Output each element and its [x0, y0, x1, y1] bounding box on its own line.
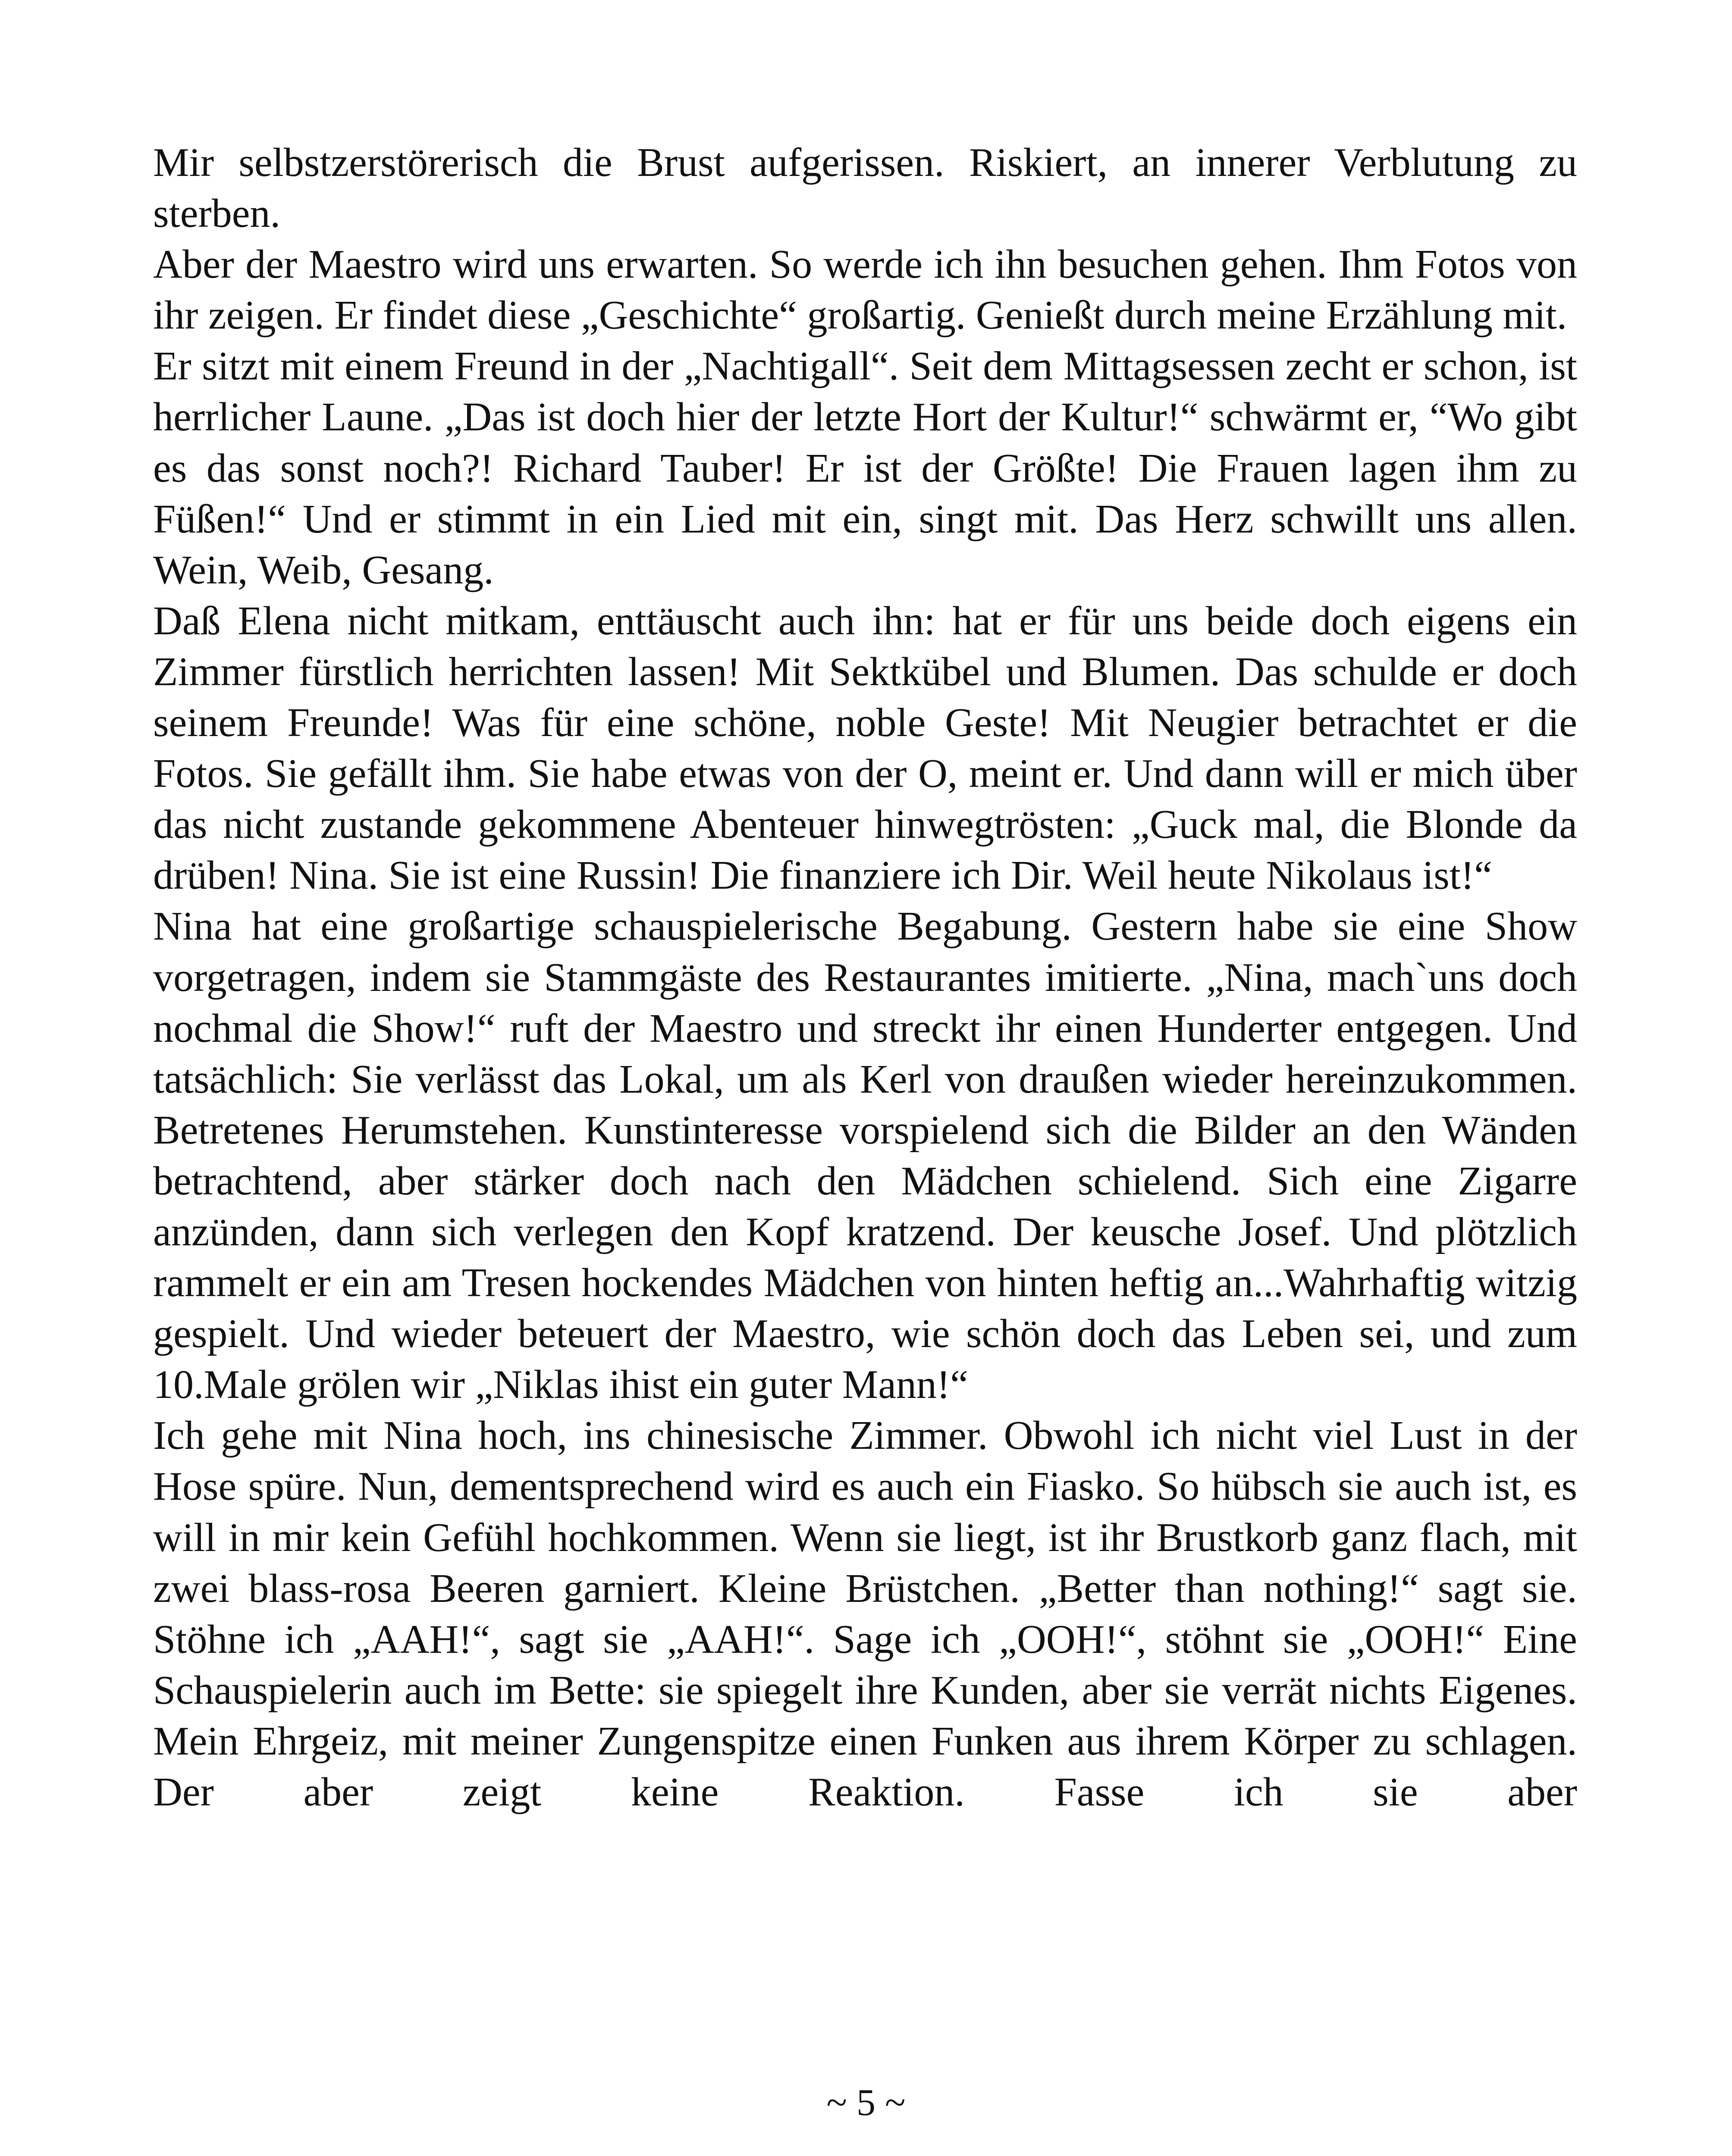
paragraph-1: Mir selbstzerstörerisch die Brust aufgerissen. Riskiert, an innerer Verblutung zu sterben. — [153, 140, 1577, 236]
paragraph-3: Er sitzt mit einem Freund in der „Nachtigall“. Seit dem Mittagsessen zecht er schon, ist herrlicher Laune. „Das ist doch hier der letzte Hort der Kultur!“ schwärmt er, “Wo gibt es das sonst noch?! Richard Tauber! Er ist der Größte! Die Frauen lagen ihm zu Füßen!“ Und er stimmt in ein Lied mit ein, singt mit. Das Herz schwillt uns allen. Wein, Weib, Gesang. — [153, 344, 1577, 592]
paragraph-4: Daß Elena nicht mitkam, enttäuscht auch ihn: hat er für uns beide doch eigens ein Zimmer fürstlich herrichten lassen! Mit Sektkübel und Blumen. Das schulde er doch seinem Freunde! Was für eine schöne, noble Geste! Mit Neugier betrachtet er die Fotos. Sie gefällt ihm. Sie habe etwas von der O, meint er. Und dann will er mich über das nicht zustande gekommene Abenteuer hinwegtrösten: „Guck mal, die Blonde da drüben! Nina. Sie ist eine Russin! Die finanziere ich Dir. Weil heute Nikolaus ist!“ — [153, 598, 1577, 898]
paragraph-2: Aber der Maestro wird uns erwarten. So werde ich ihn besuchen gehen. Ihm Fotos von ihr zeigen. Er findet diese „Geschichte“ großartig. Genießt durch meine Erzählung mit. — [153, 242, 1577, 338]
paragraph-5: Nina hat eine großartige schauspielerische Begabung. Gestern habe sie eine Show vorgetragen, indem sie Stammgäste des Restaurantes imitierte. „Nina, mach`uns doch nochmal die Show!“ ruft der Maestro und streckt ihr einen Hunderter entgegen. Und tatsächlich: Sie verlässt das Lokal, um als Kerl von draußen wieder hereinzukommen. Betretenes Herumstehen. Kunstinteresse vorspielend sich die Bilder an den Wänden betrachtend, aber stärker doch nach den Mädchen schielend. Sich eine Zigarre anzünden, dann sich verlegen den Kopf kratzend. Der keusche Josef. Und plötzlich rammelt er ein am Tresen hockendes Mädchen von hinten heftig an...Wahrhaftig witzig gespielt. Und wieder beteuert der Maestro, wie schön doch das Leben sei, und zum 10.Male grölen wir „Niklas ihist ein guter Mann!“ — [153, 904, 1577, 1407]
page-number: ~ 5 ~ — [826, 2082, 906, 2124]
paragraph-6: Ich gehe mit Nina hoch, ins chinesische Zimmer. Obwohl ich nicht viel Lust in der Hose spüre. Nun, dementsprechend wird es auch ein Fiasko. So hübsch sie auch ist, es will in mir kein Gefühl hochkommen. Wenn sie liegt, ist ihr Brustkorb ganz flach, mit zwei blass-rosa Beeren garniert. Kleine Brüstchen. „Better than nothing!“ sagt sie. Stöhne ich „AAH!“, sagt sie „AAH!“. Sage ich „OOH!“, stöhnt sie „OOH!“ Eine Schauspielerin auch im Bette: sie spiegelt ihre Kunden, aber sie verrät nichts Eigenes. Mein Ehrgeiz, mit meiner Zungenspitze einen Funken aus ihrem Körper zu schlagen. Der aber zeigt keine Reaktion. Fasse ich sie aber — [153, 1413, 1577, 1814]
body-text — [153, 137, 1577, 1818]
